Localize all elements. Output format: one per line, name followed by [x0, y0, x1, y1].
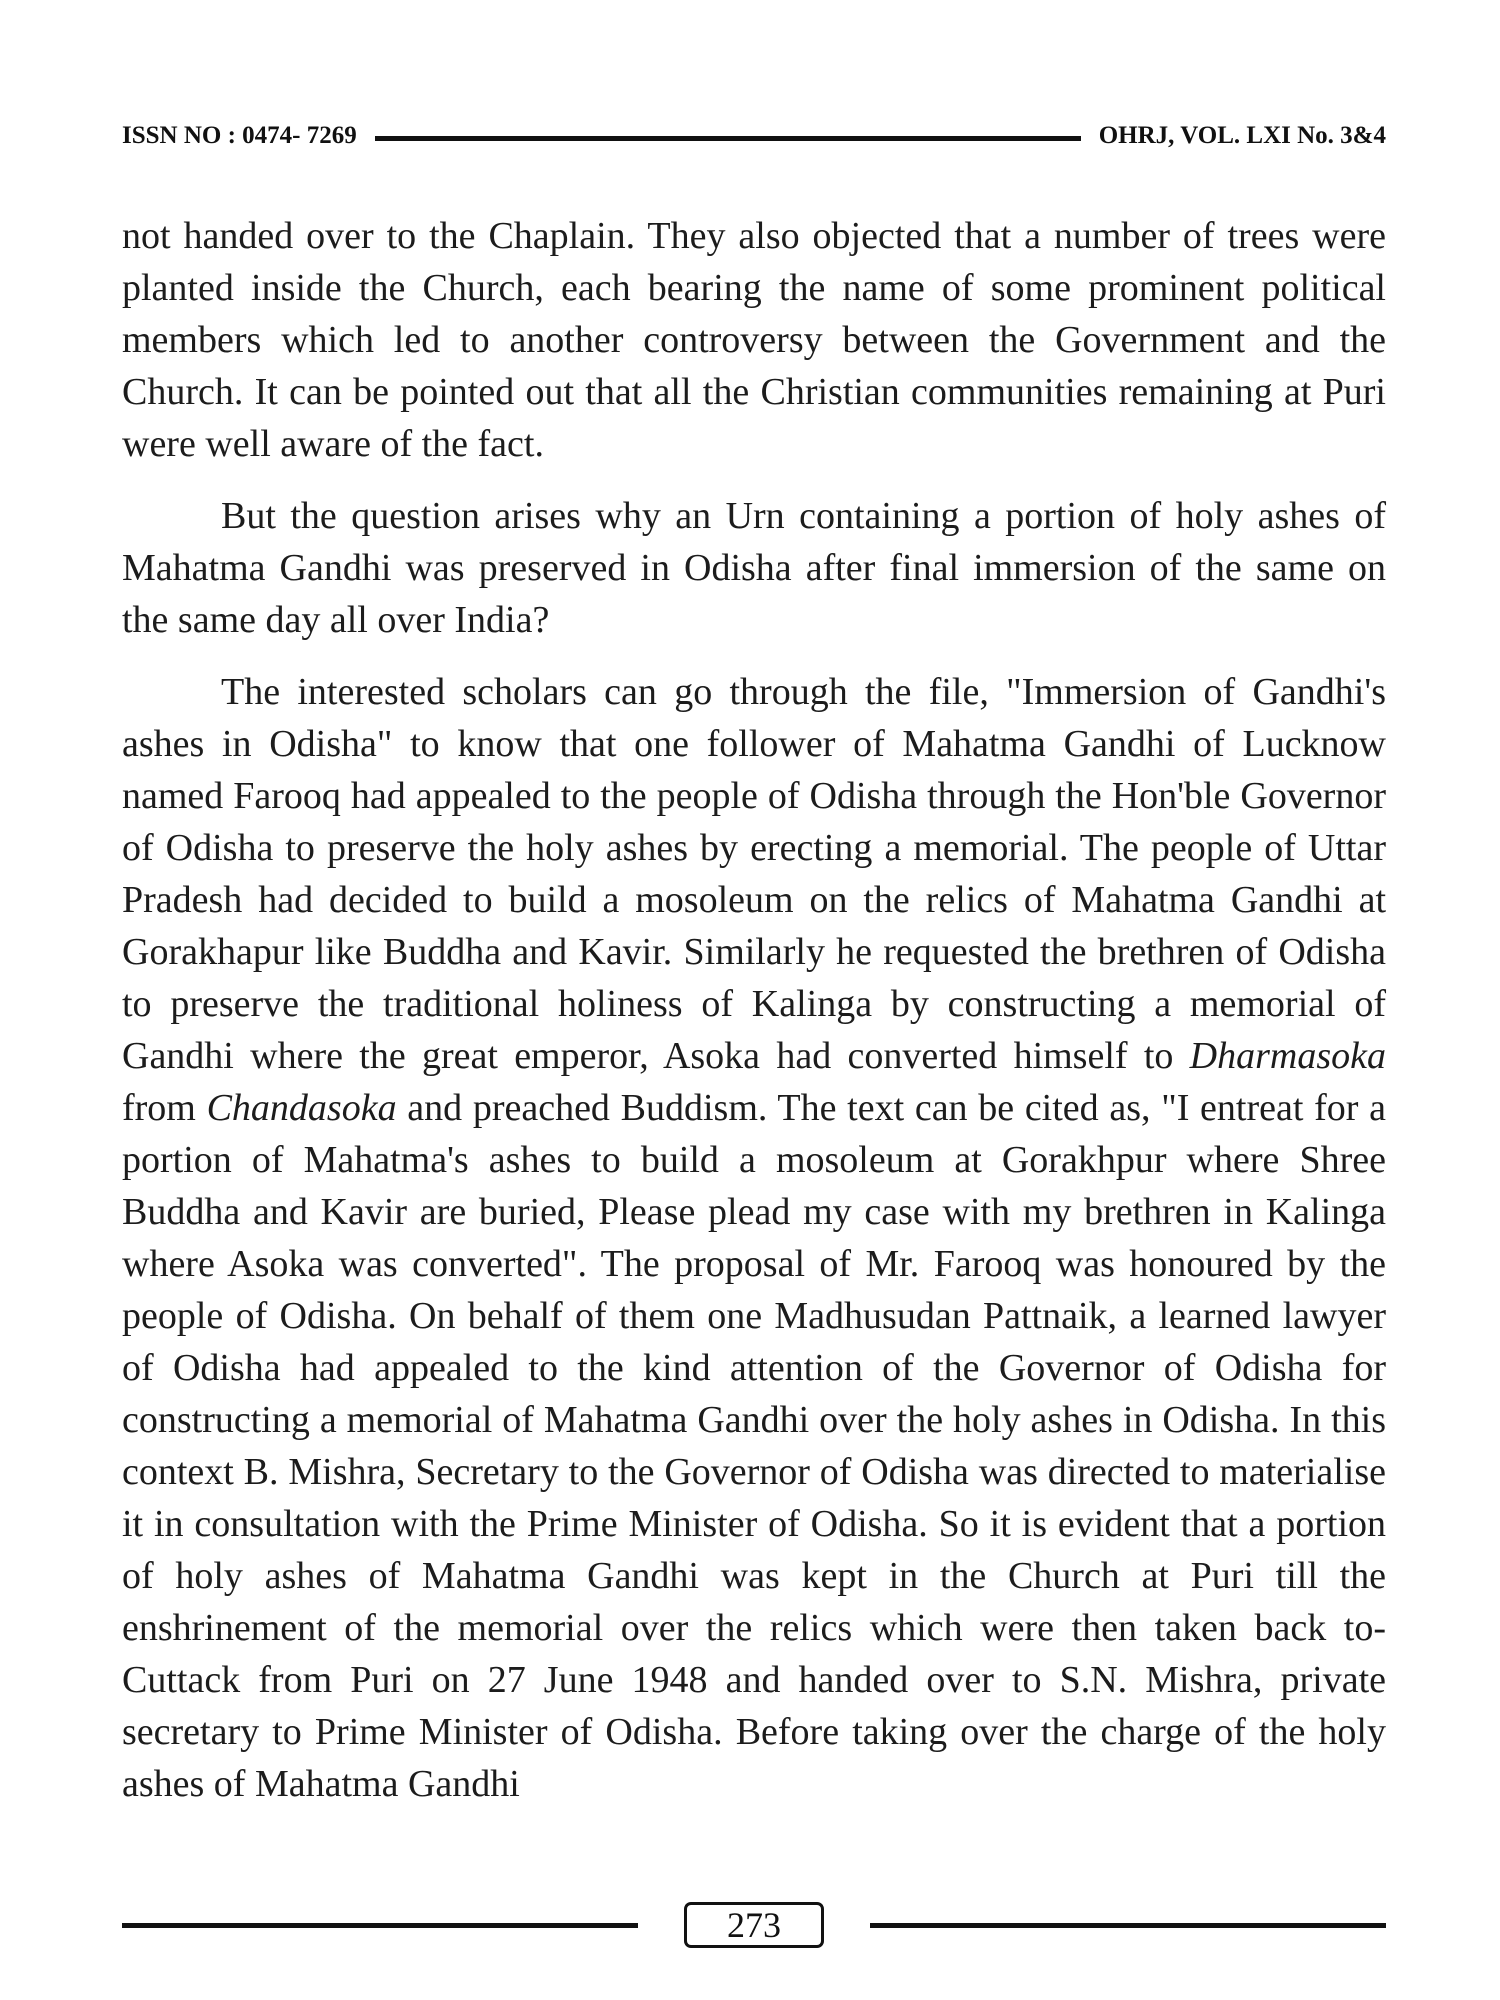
paragraph-3 — [122, 666, 1386, 1810]
paragraph-2 — [122, 490, 1386, 646]
paragraph-1-text: not handed over to the Chaplain. They also objected that a number of trees were planted inside the Church, each bearing the name of some prominent political members which led to another controversy between the Government and the Church. It can be pointed out that all the Christian communities remaining at Puri were well aware of the fact. — [122, 215, 1386, 465]
issn-label: ISSN NO : 0474- 7269 — [122, 122, 357, 149]
journal-volume-label: OHRJ, VOL. LXI No. 3&4 — [1098, 122, 1386, 149]
paragraph-2-text: But the question arises why an Urn containing a portion of holy ashes of Mahatma Gandhi was preserved in Odisha after final immersion of the same on the same day all over India? — [122, 495, 1386, 641]
paragraph-3-text-b: from — [122, 1087, 207, 1129]
paragraph-3-text-a: The interested scholars can go through the file, "Immersion of Gandhi's ashes in Odisha" to know that one follower of Mahatma Gandhi of Lucknow named Farooq had appealed to the people of Odisha through the Hon'ble Governor of Odisha to preserve the holy ashes by erecting a memorial. The people of Uttar Pradesh had decided to build a mosoleum on the relics of Mahatma Gandhi at Gorakhapur like Buddha and Kavir. Similarly he requested the brethren of Odisha to preserve the traditional holiness of Kalinga by constructing a memorial of Gandhi where the great emperor, Asoka had converted himself to — [122, 671, 1386, 1077]
italic-term-chandasoka: Chandasoka — [206, 1087, 397, 1129]
page-number-box — [684, 1902, 824, 1948]
article-body — [122, 210, 1386, 1810]
italic-term-dharmasoka: Dharmasoka — [1189, 1035, 1386, 1077]
page-number: 273 — [727, 1905, 781, 1945]
paragraph-3-text-c: and preached Buddism. The text can be cited as, "I entreat for a portion of Mahatma's ashes to build a mosoleum at Gorakhpur where Shree Buddha and Kavir are buried, Please plead my case with my brethren in Kalinga where Asoka was converted". The proposal of Mr. Farooq was honoured by the people of Odisha. On behalf of them one Madhusudan Pattnaik, a learned lawyer of Odisha had appealed to the kind attention of the Governor of Odisha for constructing a memorial of Mahatma Gandhi over the holy ashes in Odisha. In this context B. Mishra, Secretary to the Governor of Odisha was directed to materialise it in consultation with the Prime Minister of Odisha. So it is evident that a portion of holy ashes of Mahatma Gandhi was kept in the Church at Puri till the enshrinement of the memorial over the relics which were then taken back to- Cuttack from Puri on 27 June 1948 and handed over to S.N. Mishra, private secretary to Prime Minister of Odisha. Before taking over the charge of the holy ashes of Mahatma Gandhi — [122, 1087, 1386, 1805]
header-rule — [375, 136, 1081, 141]
footer-rule-right — [870, 1923, 1386, 1928]
page-footer — [122, 1900, 1386, 1950]
running-header — [122, 116, 1386, 156]
paragraph-1 — [122, 210, 1386, 470]
footer-rule-left — [122, 1923, 638, 1928]
